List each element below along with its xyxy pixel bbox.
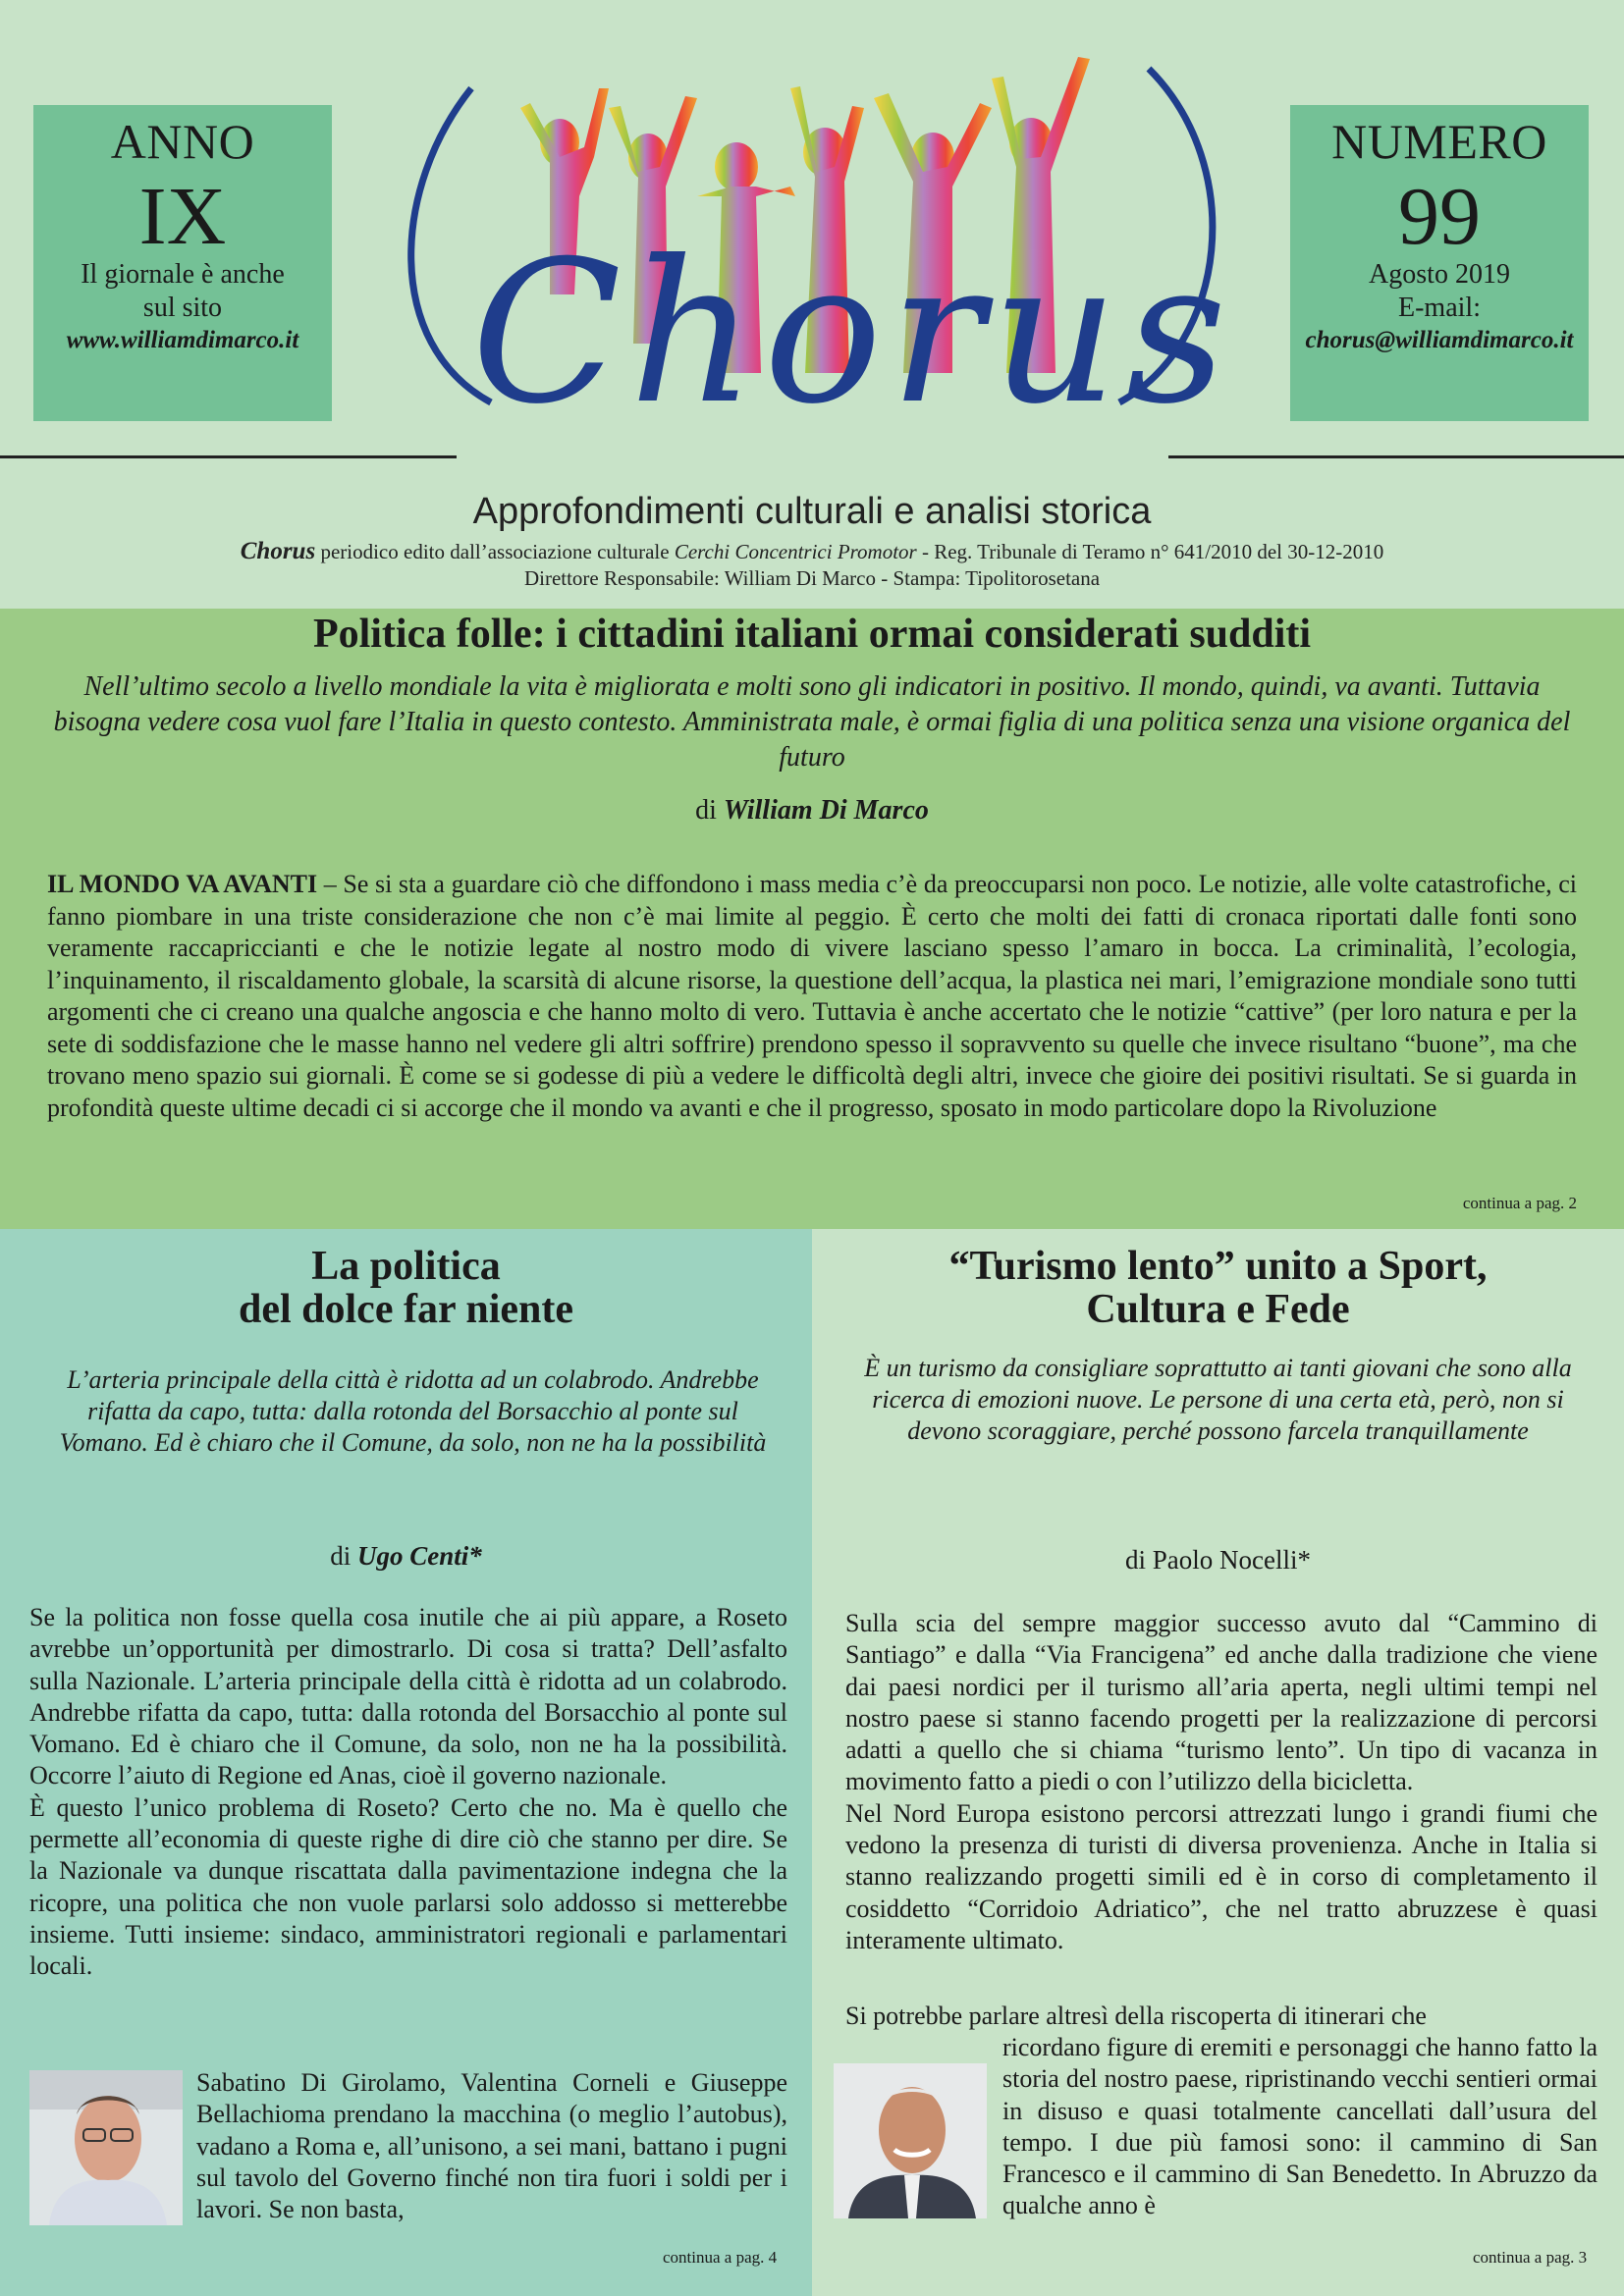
credits-association: Cerchi Concentrici Promotor <box>674 540 917 563</box>
email-link[interactable]: chorus@williamdimarco.it <box>1305 327 1574 353</box>
left-article-title <box>0 1245 812 1331</box>
right-body-para3b: ricordano figure di eremiti e personaggi che hanno fatto la storia del nostro paese, ripristinando vecchi sentieri ormai in disuso e quasi totalmente cancellati dall’usura del tempo. I due più famosi sono: il cammino di San Francesco e il cammino di San Benedetto. In Abruzzo da qualche anno è <box>1002 2033 1597 2220</box>
right-article-body <box>845 1608 1597 1956</box>
main-article-body <box>47 869 1577 1124</box>
author-photo-ugo-centi <box>29 2070 183 2225</box>
number-label: NUMERO <box>1331 114 1547 169</box>
issue-number-box <box>1290 105 1589 421</box>
left-article-continua: continua a pag. 4 <box>663 2248 778 2267</box>
left-body-para2: È questo l’unico problema di Roseto? Certo che no. Ma è quello che permette all’economia di queste righe di dire ciò che stanno per dire. Se la Nazionale va dunque riscattata dalla pavimentazione indegna che la ricopre, una politica che non vuole parlarsi solo addosso si metterebbe insieme. Tutti insieme: sindaco, amministratori regionali e parlamentari locali. <box>29 1792 787 1981</box>
right-title-line2: Cultura e Fede <box>1086 1287 1350 1332</box>
main-article-lead: Nell’ultimo secolo a livello mondiale la vita è migliorata e molti sono gli indicatori in positivo. Il mondo, quindi, va avanti. Tuttavia bisogna vedere cosa vuol fare l’Italia in questo contesto. Amministrata male, è ormai figlia di una politica senza una visione organica del futuro <box>53 671 1571 773</box>
right-article-byline: di Paolo Nocelli* <box>1125 1545 1311 1575</box>
right-article-continua: continua a pag. 3 <box>1473 2248 1588 2267</box>
right-article-title <box>812 1245 1624 1331</box>
right-article-lead: È un turismo da consigliare soprattutto ai tanti giovani che sono alla ricerca di emozioni nuove. Le persone di una certa età, però, non si devono scoraggiare, perché possono farcela tranquillamente <box>864 1354 1572 1445</box>
right-body-para3a: Si potrebbe parlare altresì della riscoperta di itinerari che <box>845 2002 1427 2030</box>
main-article-text: – Se si sta a guardare ciò che diffondono i mass media c’è da preoccuparsi non poco. Le notizie, alle volte catastrofiche, ci fanno piombare in una triste considerazione che non c’è mai limite al peggio. È certo che molti dei fatti di cronaca riportati dalle fonti sono veramente raccapriccianti e che le notizie legate al nostro modo di vivere lasciano spesso l’amaro in bocca. La criminalità, l’ecologia, l’inquinamento, il riscaldamento globale, la scarsità di alcune risorse, la questione dell’acqua, la plastica nei mari, l’emigrazione mondiale sono tutti argomenti che ci creano una qualche angoscia e che hanno molto di vero. Tuttavia è anche accertato che le notizie “cattive” (per loro natura e per la sete di soddisfazione che le masse hanno nel vedere gli altri soffrire) prendono spesso il sopravvento su quelle che invece risultano “buone”, ma che trovano meno spazio sui giornali. È come se si godesse di più a vedere le difficoltà degli altri, invece che gioire dei positivi risultati. Se si guarda in profondità queste ultime decadi ci si accorge che il mondo va avanti e che il progresso, sposato in modo particolare dopo la Rivoluzione <box>47 870 1577 1122</box>
byline-prefix: di <box>695 795 724 826</box>
left-body-para3: Sabatino Di Girolamo, Valentina Corneli e Giuseppe Bellachioma prendano la macchina (o meglio l’autobus), vadano a Roma e, all’unisono, a sei mani, battano i pugni sul tavolo del Governo finché non tira fuori i soldi per i lavori. Se non basta, <box>196 2068 787 2224</box>
credits-part1: periodico edito dall’associazione culturale <box>315 540 675 563</box>
left-title-line1: La politica <box>311 1244 501 1289</box>
left-title-line2: del dolce far niente <box>238 1287 573 1332</box>
author-photo-paolo-nocelli <box>834 2063 987 2218</box>
main-article-continua: continua a pag. 2 <box>1462 1194 1577 1212</box>
masthead-rule-right <box>1168 455 1624 458</box>
main-article <box>0 609 1624 1229</box>
year-label: ANNO <box>110 114 255 169</box>
right-title-line1: “Turismo lento” unito a Sport, <box>948 1244 1488 1289</box>
masthead <box>0 0 1624 609</box>
left-article <box>0 1229 812 2296</box>
issue-date: Agosto 2019 <box>1369 259 1510 290</box>
right-body-para2: Nel Nord Europa esistono percorsi attrezzati lungo i grandi fiumi che vedono la presenza di turisti di diversa provenienza. Anche in Italia si stanno realizzando progetti simili ed è in corso di completamento il cosiddetto “Corridoio Adriatico”, che nel tratto abruzzese è quasi interamente ultimato. <box>845 1798 1597 1954</box>
left-article-lead: L’arteria principale della città è ridotta ad un colabrodo. Andrebbe rifatta da capo, tutta: dalla rotonda del Borsacchio al ponte sul Vomano. Ed è chiaro che il Comune, da solo, non ne ha la possibilità <box>59 1365 767 1457</box>
main-article-byline <box>0 795 1624 827</box>
left-body-para1: Se la politica non fosse quella cosa inutile che ai più appare, a Roseto avrebbe un’opportunità per dimostrarlo. Di cosa si tratta? Dell’asfalto sulla Nazionale. L’arteria principale della città è ridotta ad un colabrodo. Andrebbe rifatta da capo, tutta: dalla rotonda del Borsacchio al ponte sul Vomano. Ed è chiaro che il Comune, da solo, non ne ha la possibilità. Occorre l’aiuto di Regione ed Anas, cioè il governo nazionale. <box>29 1603 787 1790</box>
left-article-body <box>29 1602 787 1983</box>
email-label: E-mail: <box>1398 293 1481 323</box>
left-article-byline <box>0 1541 812 1572</box>
credits-line2: Direttore Responsabile: William Di Marco - Stampa: Tipolitorosetana <box>523 566 1101 590</box>
left-byline-prefix: di <box>330 1541 357 1571</box>
number-value: 99 <box>1398 171 1481 262</box>
credits-part2: - Reg. Tribunale di Teramo n° 641/2010 del 30-12-2010 <box>916 540 1384 563</box>
site-line-2: sul sito <box>142 293 223 323</box>
main-article-title: Politica folle: i cittadini italiani ormai considerati sudditi <box>312 612 1312 657</box>
right-body-para1: Sulla scia del sempre maggior successo avuto dal “Cammino di Santiago” e dalla “Via Francigena” ed anche dalla tradizione che viene dai paesi nordici per il turismo all’aria aperta, negli ultimi tempi nel nostro paese si stanno facendo progetti per la realizzazione di percorsi adatti a quello che si chiama “turismo lento”. Un tipo di vacanza in movimento fatto a piedi o con l’utilizzo della bicicletta. <box>845 1609 1597 1796</box>
left-article-author: Ugo Centi* <box>357 1541 482 1571</box>
issue-year-box <box>33 105 332 421</box>
credits-brand: Chorus <box>240 538 316 564</box>
logo-wordmark: Chorus <box>471 219 1235 448</box>
main-article-kicker: IL MONDO VA AVANTI <box>47 870 318 898</box>
publication-credits <box>0 538 1624 592</box>
main-article-author: William Di Marco <box>723 795 929 826</box>
site-line-1: Il giornale è anche <box>81 259 285 290</box>
site-link[interactable]: www.williamdimarco.it <box>66 327 299 353</box>
right-article <box>812 1229 1624 2296</box>
masthead-subtitle: Approfondimenti culturali e analisi storica <box>472 491 1152 532</box>
masthead-rule-left <box>0 455 457 458</box>
year-value: IX <box>138 171 227 262</box>
